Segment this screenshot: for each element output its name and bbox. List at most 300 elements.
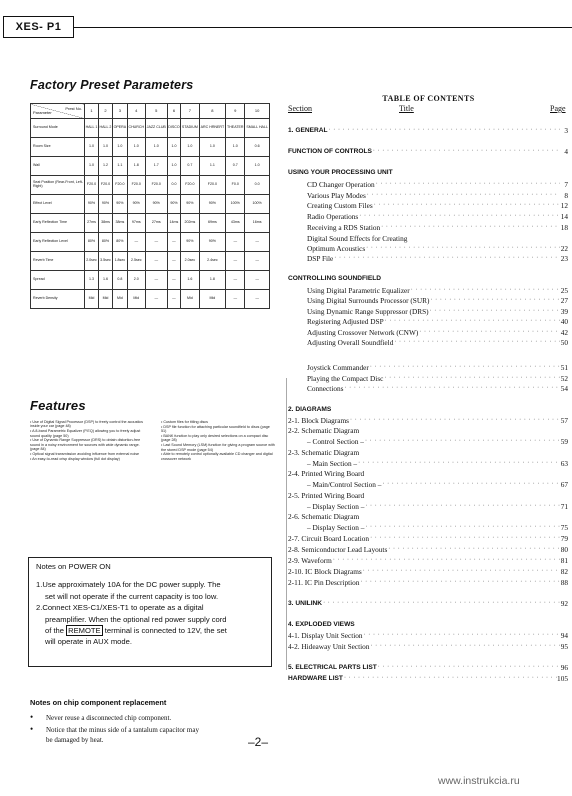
toc-entry <box>307 523 568 532</box>
toc-entry <box>307 338 568 347</box>
parameter-name: Early Reflection Time <box>31 214 85 233</box>
table-cell: 1.6 <box>98 271 112 290</box>
table-cell: F0.0 <box>226 176 245 195</box>
features-title: Features <box>30 398 86 413</box>
toc-entry-label: FUNCTION OF CONTROLS <box>288 148 372 155</box>
table-cell: 1.0 <box>226 138 245 157</box>
preset-parameters-table <box>30 103 270 309</box>
toc-entry-page: 63 <box>560 459 568 468</box>
toc-entry-page: 59 <box>560 437 568 446</box>
toc-entry-heading: 2-4. Printed Wiring Board <box>288 469 365 478</box>
table-row <box>31 233 270 252</box>
toc-entry <box>307 296 568 305</box>
toc-entry-page: 80 <box>560 545 568 554</box>
table-row <box>31 252 270 271</box>
leader-dots <box>418 328 560 337</box>
toc-entry-page: 71 <box>560 502 568 511</box>
table-cell: 90% <box>98 195 112 214</box>
toc-entry <box>288 642 568 651</box>
table-row <box>31 176 270 195</box>
leader-dots <box>364 437 560 446</box>
toc-entry-page: 82 <box>560 567 568 576</box>
toc-entry-page: 95 <box>560 642 568 651</box>
table-cell: 90% <box>199 233 226 252</box>
table-cell: 3.5sec <box>98 252 112 271</box>
toc-entry <box>307 384 568 393</box>
table-row <box>31 195 270 214</box>
table-cell: 1.8 <box>127 157 145 176</box>
table-cell: 1.0 <box>167 157 180 176</box>
table-cell: 27ms <box>85 214 99 233</box>
toc-general <box>288 126 568 135</box>
table-cell: 69ms <box>199 214 226 233</box>
chip-note-2-line-2: be damaged by heat. <box>46 736 104 744</box>
toc-entry <box>307 437 568 446</box>
table-cell: — <box>145 271 167 290</box>
leader-dots <box>377 663 560 672</box>
toc-entry-label: Optimum Acoustics <box>307 244 366 253</box>
table-cell: 1.0 <box>85 157 99 176</box>
table-cell: CHURCH <box>127 119 145 138</box>
leader-dots <box>429 296 560 305</box>
toc-entry-label: – Main/Control Section – <box>307 480 382 489</box>
toc-entry-page: 23 <box>560 254 568 263</box>
toc-entry-label: 2-1. Block Diagrams <box>288 416 349 425</box>
table-cell: 1.0 <box>145 138 167 157</box>
table-cell: 90% <box>181 233 199 252</box>
toc-entry-page: 67 <box>560 480 568 489</box>
table-corner-cell <box>31 104 85 119</box>
table-row <box>31 138 270 157</box>
toc-entry <box>307 317 568 326</box>
feature-item: • A 8-band Parametric Equalizer (P.EQ) allowing you to freely adjust sound quality (page 50) <box>30 429 141 438</box>
toc-using-processing-unit: USING YOUR PROCESSING UNIT <box>288 169 393 176</box>
toc-entry-page: 96 <box>560 663 568 672</box>
table-cell: 90% <box>112 195 127 214</box>
leader-dots <box>381 480 560 489</box>
table-cell: 80% <box>98 233 112 252</box>
corner-top-label: Prest No. <box>65 105 82 111</box>
note-2-text-pre: of the <box>45 626 64 636</box>
leader-dots <box>373 201 560 210</box>
feature-item: • An easy-to-read crisp display window (full dot display) <box>30 456 120 461</box>
feature-item: • Use of Digital Signal Processor (DSP) to freely control the acoustics inside your car (page 48) <box>30 420 143 429</box>
table-cell: 2.0 <box>127 271 145 290</box>
preset-col-header: 8 <box>199 104 226 119</box>
toc-digital-sound-effects: Digital Sound Effects for Creating <box>307 234 408 243</box>
toc-entry <box>307 244 568 253</box>
table-cell: 2.0sec <box>181 252 199 271</box>
table-cell: Mid <box>127 290 145 309</box>
toc-hardware-list <box>288 674 568 683</box>
table-row <box>31 157 270 176</box>
toc-diagrams: 2. DIAGRAMS <box>288 406 332 413</box>
preset-col-header: 5 <box>145 104 167 119</box>
toc-electrical-parts-list <box>288 663 568 672</box>
toc-entry-label: 4-1. Display Unit Section <box>288 631 363 640</box>
toc-entry-page: 14 <box>560 212 568 221</box>
note-2-line-1: 2.Connect XES-C1/XES-T1 to operate as a digital <box>36 603 204 613</box>
table-cell: THEATER <box>226 119 245 138</box>
toc-entry-label: 2-10. IC Block Diagrams <box>288 567 362 576</box>
note-2-text-post: terminal is connected to 12V, the set <box>104 626 227 636</box>
toc-entry-label: 2-11. IC Pin Description <box>288 578 360 587</box>
leader-dots <box>369 642 560 651</box>
table-cell: — <box>226 290 245 309</box>
table-cell: 80% <box>112 233 127 252</box>
toc-entry-heading: 2-3. Schematic Diagram <box>288 448 360 457</box>
leader-dots <box>328 126 560 135</box>
feature-item: • Able to remotely control optionally available CD changer and digital crossover network <box>161 452 273 461</box>
toc-divider <box>286 378 287 670</box>
watermark: www.instrukcia.ru <box>438 775 520 787</box>
table-cell: — <box>167 233 180 252</box>
toc-entry-heading: 2-5. Printed Wiring Board <box>288 491 365 500</box>
toc-entry <box>307 328 568 337</box>
toc-entry-page: 25 <box>560 286 568 295</box>
note-2-line-2: preamplifier. When the optional red power supply cord <box>45 614 227 624</box>
feature-item: • Custom files for titling discs <box>161 420 208 424</box>
table-cell: — <box>245 252 270 271</box>
chip-notes <box>30 713 275 747</box>
table-cell: 1.6 <box>181 271 199 290</box>
toc-entry-page: 52 <box>560 374 568 383</box>
toc-entry-page: 75 <box>560 523 568 532</box>
table-cell: 202ms <box>181 214 199 233</box>
table-cell: Mid <box>199 290 226 309</box>
table-cell: — <box>145 233 167 252</box>
feature-item: • Last Sound Memory (LSM) function for giving a program source with the stored DSP mode (page 54) <box>161 443 275 452</box>
toc-entry-label: 2-7. Circuit Board Location <box>288 534 370 543</box>
feature-item: • Optical signal transmission avoiding influence from external noise <box>30 452 140 457</box>
toc-entry-label: Using Digital Parametric Equalizer <box>307 286 410 295</box>
table-cell: F20.0 <box>85 176 99 195</box>
features-list-left <box>30 420 145 462</box>
table-cell: 0.7 <box>181 157 199 176</box>
preset-col-header: 6 <box>167 104 180 119</box>
parameter-name: Spread <box>31 271 85 290</box>
toc-entry <box>307 374 568 383</box>
table-cell: 1.8 <box>199 271 226 290</box>
toc-entry-label: – Display Section – <box>307 502 365 511</box>
leader-dots <box>384 317 560 326</box>
note-2-line-4: will operate in AUX mode. <box>45 637 132 647</box>
leader-dots <box>357 459 560 468</box>
table-row <box>31 271 270 290</box>
preset-col-header: 9 <box>226 104 245 119</box>
toc-entry-page: 22 <box>560 244 568 253</box>
parameter-name: Reverb Density <box>31 290 85 309</box>
toc-entry <box>307 180 568 189</box>
leader-dots <box>343 674 557 683</box>
toc-entry-label: CD Changer Operation <box>307 180 375 189</box>
preset-col-header: 10 <box>245 104 270 119</box>
leader-dots <box>387 545 560 554</box>
toc-entry-page: 8 <box>564 191 568 200</box>
parameter-name: Effect Level <box>31 195 85 214</box>
toc-entry-page: 42 <box>560 328 568 337</box>
toc-entry-label: 2-9. Waveform <box>288 556 332 565</box>
table-cell: 100% <box>226 195 245 214</box>
table-cell: 97ms <box>127 214 145 233</box>
table-cell: — <box>245 271 270 290</box>
table-cell: 90% <box>167 195 180 214</box>
parameter-name: Seat Position (Rear-Front, Left-Right) <box>31 176 85 195</box>
table-cell: 14ms <box>167 214 180 233</box>
table-cell: OPERA <box>112 119 127 138</box>
table-cell: 90% <box>127 195 145 214</box>
model-label: XES- P1 <box>15 21 62 33</box>
feature-item: • DSP file function for attaching particular soundfield to discs (page 51) <box>161 424 270 434</box>
toc-entry-page: 79 <box>560 534 568 543</box>
chip-note-1: • Never reuse a disconnected chip component. <box>30 713 275 723</box>
toc-entry <box>307 459 568 468</box>
table-cell: — <box>245 290 270 309</box>
toc-entry-label: Using Digital Surrounds Processor (SUR) <box>307 296 430 305</box>
preset-col-header: 3 <box>112 104 127 119</box>
toc-entry <box>307 480 568 489</box>
table-cell: 1.1 <box>112 157 127 176</box>
note-1-line-2: set will not operate if the current capacity is too low. <box>45 591 219 601</box>
toc-entry-page: 27 <box>560 296 568 305</box>
preset-col-header: 4 <box>127 104 145 119</box>
table-cell: 2.0sec <box>85 252 99 271</box>
toc-entry-label: Playing the Compact Disc <box>307 374 384 383</box>
leader-dots <box>365 244 560 253</box>
toc-entry-heading: 2-2. Schematic Diagram <box>288 426 360 435</box>
table-cell: 1.3 <box>85 271 99 290</box>
leader-dots <box>410 286 560 295</box>
table-cell: 1.0 <box>199 138 226 157</box>
table-cell: F20.0 <box>145 176 167 195</box>
toc-entry-page: 50 <box>560 338 568 347</box>
table-cell: — <box>167 252 180 271</box>
leader-dots <box>369 534 560 543</box>
toc-entry-page: 3 <box>564 126 568 135</box>
toc-header-page: Page <box>550 104 566 113</box>
table-cell: 2.5sec <box>127 252 145 271</box>
toc-entry <box>307 363 568 372</box>
table-cell: 0.6 <box>245 138 270 157</box>
leader-dots <box>369 363 560 372</box>
factory-preset-title: Factory Preset Parameters <box>30 78 194 92</box>
toc-entry-page: 105 <box>557 674 568 683</box>
table-cell: STADIUM <box>181 119 199 138</box>
table-cell: 16ms <box>245 214 270 233</box>
table-cell: 0.0 <box>167 176 180 195</box>
leader-dots <box>322 599 560 608</box>
toc-entry-label: Radio Operations <box>307 212 359 221</box>
table-cell: 90% <box>85 195 99 214</box>
table-cell: 90% <box>145 195 167 214</box>
toc-entry-page: 7 <box>564 180 568 189</box>
toc-entry-label: Using Dynamic Range Suppressor (DRS) <box>307 307 429 316</box>
toc-entry-label: 2-8. Semiconductor Lead Layouts <box>288 545 388 554</box>
table-cell: 0.8 <box>112 271 127 290</box>
toc-entry-page: 88 <box>560 578 568 587</box>
toc-entry <box>307 286 568 295</box>
toc-entry <box>307 307 568 316</box>
toc-entry-page: 94 <box>560 631 568 640</box>
remote-terminal-label: REMOTE <box>68 626 101 636</box>
chip-note-2-line-1: Notice that the minus side of a tantalum capacitor may <box>46 726 199 734</box>
toc-entry <box>307 201 568 210</box>
table-cell: 1.7 <box>145 157 167 176</box>
toc-entry-label: 4-2. Hideaway Unit Section <box>288 642 370 651</box>
table-cell: 90% <box>181 195 199 214</box>
table-cell: 80% <box>85 233 99 252</box>
table-cell: 1.0 <box>167 138 180 157</box>
table-cell: 1.2 <box>98 157 112 176</box>
feature-item: • Use of Dynamic Range Suppressor (DRS) to obtain distortion-free sound in a noisy environment for sources with wide dynamic range. (page 84) <box>30 438 141 452</box>
table-cell: F20.0 <box>112 176 127 195</box>
note-1-line-1: 1.Use approximately 10A for the DC power supply. The <box>36 580 221 590</box>
table-cell: 100% <box>245 195 270 214</box>
table-cell: 1.0 <box>181 138 199 157</box>
table-cell: 1.0 <box>112 138 127 157</box>
leader-dots <box>333 254 560 263</box>
parameter-name: Surround Mode <box>31 119 85 138</box>
leader-dots <box>362 567 560 576</box>
chip-notes-title: Notes on chip component replacement <box>30 698 167 707</box>
table-cell: F20.0 <box>181 176 199 195</box>
model-label-box <box>3 16 74 38</box>
leader-dots <box>393 338 560 347</box>
note-2-line-3 <box>36 625 264 636</box>
table-cell: HALL 1 <box>85 119 99 138</box>
toc-entry-label: HARDWARE LIST <box>288 675 343 682</box>
leader-dots <box>375 180 560 189</box>
page-number: –2– <box>248 735 269 749</box>
toc-entry <box>307 502 568 511</box>
toc-entry <box>288 416 568 425</box>
toc-entry <box>307 212 568 221</box>
table-cell: 27ms <box>145 214 167 233</box>
table-cell: 43ms <box>226 214 245 233</box>
toc-entry-page: 92 <box>560 599 568 608</box>
toc-entry-label: 3. UNILINK <box>288 600 323 607</box>
leader-dots <box>364 502 560 511</box>
table-cell: 1.0 <box>245 157 270 176</box>
table-cell: — <box>167 290 180 309</box>
parameter-name: Early Reflection Level <box>31 233 85 252</box>
toc-entry-label: Connections <box>307 384 344 393</box>
table-cell: 1.8sec <box>112 252 127 271</box>
table-cell: — <box>226 233 245 252</box>
table-cell: 1.0 <box>127 138 145 157</box>
toc-title: TABLE OF CONTENTS <box>382 94 475 103</box>
toc-entry <box>288 534 568 543</box>
table-header-row <box>31 104 270 119</box>
leader-dots <box>380 223 560 232</box>
table-cell: 38ms <box>98 214 112 233</box>
toc-unilink <box>288 599 568 608</box>
table-row <box>31 214 270 233</box>
table-cell: — <box>127 233 145 252</box>
toc-controlling-soundfield: CONTROLLING SOUNDFIELD <box>288 275 382 282</box>
feature-item: • BANK function to play only desired selections on a compact disc (page 28) <box>161 434 269 443</box>
table-cell: — <box>226 252 245 271</box>
toc-entry-label: Creating Custom Files <box>307 201 373 210</box>
toc-entry <box>288 545 568 554</box>
parameter-name: Room Size <box>31 138 85 157</box>
toc-entry-label: Various Play Modes <box>307 191 366 200</box>
preset-col-header: 2 <box>98 104 112 119</box>
leader-dots <box>359 578 560 587</box>
table-cell: ARC HRNERT <box>199 119 226 138</box>
toc-entry <box>307 254 568 263</box>
table-cell: F20.0 <box>127 176 145 195</box>
table-cell: Mid <box>181 290 199 309</box>
toc-entry-page: 54 <box>560 384 568 393</box>
toc-entry-page: 18 <box>560 223 568 232</box>
corner-bottom-label: Parameter <box>33 110 52 115</box>
table-cell: 90% <box>199 195 226 214</box>
leader-dots <box>366 191 560 200</box>
table-cell: 1.1 <box>199 157 226 176</box>
leader-dots <box>358 212 560 221</box>
leader-dots <box>383 374 560 383</box>
toc-entry <box>307 223 568 232</box>
header-rule <box>74 27 572 28</box>
toc-header-title: Title <box>399 104 414 113</box>
toc-function-of-controls <box>288 147 568 156</box>
notes-power-box <box>28 557 272 667</box>
toc-entry-label: 5. ELECTRICAL PARTS LIST <box>288 664 377 671</box>
table-cell: 1.0 <box>98 138 112 157</box>
leader-dots <box>332 556 560 565</box>
leader-dots <box>363 631 560 640</box>
toc-entry <box>307 191 568 200</box>
toc-entry-label: – Control Section – <box>307 437 364 446</box>
table-cell: Mid <box>98 290 112 309</box>
toc-entry-page: 40 <box>560 317 568 326</box>
toc-entry-label: Joystick Commander <box>307 363 369 372</box>
toc-entry-label: DSP File <box>307 254 334 263</box>
table-cell: — <box>145 252 167 271</box>
preset-col-header: 1 <box>85 104 99 119</box>
toc-entry-page: 51 <box>560 363 568 372</box>
features-list-right <box>161 420 276 462</box>
table-cell: — <box>167 271 180 290</box>
leader-dots <box>343 384 560 393</box>
toc-entry <box>288 578 568 587</box>
chip-note-2 <box>30 725 275 745</box>
table-row <box>31 290 270 309</box>
table-cell: 38ms <box>112 214 127 233</box>
toc-entry-label: 1. GENERAL <box>288 127 328 134</box>
toc-entry-page: 81 <box>560 556 568 565</box>
toc-entry-page: 12 <box>560 201 568 210</box>
table-cell: 0.0 <box>245 176 270 195</box>
toc-entry-label: Adjusting Crossover Network (CNW) <box>307 328 419 337</box>
toc-entry-label: – Main Section – <box>307 459 358 468</box>
toc-entry <box>288 631 568 640</box>
toc-entry-page: 57 <box>560 416 568 425</box>
parameter-name: Reverb Time <box>31 252 85 271</box>
preset-col-header: 7 <box>181 104 199 119</box>
toc-entry-label: – Display Section – <box>307 523 365 532</box>
table-row <box>31 119 270 138</box>
toc-exploded-views: 4. EXPLODED VIEWS <box>288 621 355 628</box>
table-cell: HALL 2 <box>98 119 112 138</box>
table-cell: 1.0 <box>85 138 99 157</box>
table-cell: Mid <box>85 290 99 309</box>
table-cell: — <box>226 271 245 290</box>
table-cell: F20.0 <box>199 176 226 195</box>
table-cell: — <box>245 233 270 252</box>
leader-dots <box>349 416 560 425</box>
